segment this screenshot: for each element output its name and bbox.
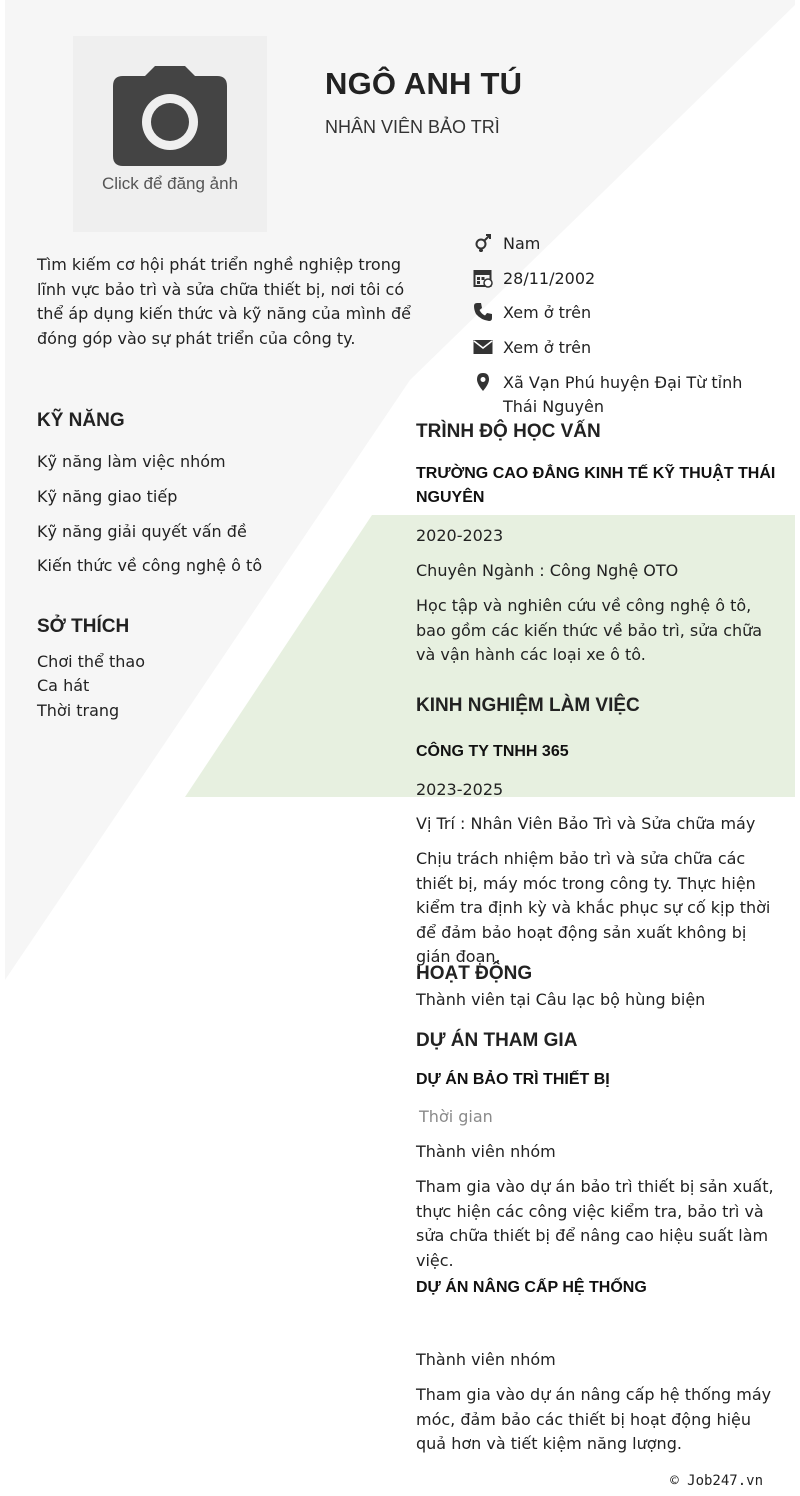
education-major: Chuyên Ngành : Công Nghệ OTO [416,561,679,580]
project-role: Thành viên nhóm [416,1350,556,1369]
phone-value: Xem ở trên [503,303,592,322]
calendar-icon [472,267,494,289]
project-role: Thành viên nhóm [416,1142,556,1161]
activities-title: HOẠT ĐỘNG [416,963,533,984]
project-name: DỰ ÁN BẢO TRÌ THIẾT BỊ [416,1071,610,1088]
experience-position: Vị Trí : Nhân Viên Bảo Trì và Sửa chữa máy [416,814,756,833]
gender-value: Nam [503,234,541,253]
education-title: TRÌNH ĐỘ HỌC VẤN [416,421,601,442]
location-icon [472,371,494,393]
camera-icon [111,64,229,168]
candidate-name: NGÔ ANH TÚ [325,66,523,101]
education-period: 2020-2023 [416,526,504,545]
project-description: Tham gia vào dự án bảo trì thiết bị sản xuất, thực hiện các công việc kiểm tra, bảo trì và sửa chữa thiết bị để nâng cao hiệu suất làm việc. [416,1177,774,1270]
hobby-item: Thời trang [37,701,120,720]
skills-title: KỸ NĂNG [37,410,125,431]
hobby-item: Ca hát [37,676,90,695]
skill-item: Kiến thức về công nghệ ô tô [37,556,263,575]
project-time: Thời gian [419,1107,493,1126]
skill-item: Kỹ năng giao tiếp [37,487,178,506]
address-value: Xã Vạn Phú huyện Đại Từ tỉnh Thái Nguyên [503,373,743,416]
phone-icon [472,301,494,323]
education-school: TRƯỜNG CAO ĐẲNG KINH TẾ KỸ THUẬT THÁI NGUYÊN [416,465,776,506]
skill-item: Kỹ năng làm việc nhóm [37,452,226,471]
info-birthday [472,267,763,291]
gender-icon [472,232,494,254]
email-value: Xem ở trên [503,338,592,357]
skill-item: Kỹ năng giải quyết vấn đề [37,522,247,541]
hobbies-title: SỞ THÍCH [37,616,130,637]
education-description: Học tập và nghiên cứu về công nghệ ô tô, bao gồm các kiến thức về bảo trì, sửa chữa và vận hành các loại xe ô tô. [416,596,763,664]
experience-period: 2023-2025 [416,780,504,799]
info-email [472,336,763,360]
mail-icon [472,336,494,358]
info-address [472,371,763,419]
project-name: DỰ ÁN NÂNG CẤP HỆ THỐNG [416,1279,647,1296]
birthday-value: 28/11/2002 [503,269,596,288]
career-objective: Tìm kiếm cơ hội phát triển nghề nghiệp trong lĩnh vực bảo trì và sửa chữa thiết bị, nơi tôi có thể áp dụng kiến thức và kỹ năng của mình để đóng góp vào sự phát triển của công ty. [37,255,412,348]
photo-label: Click để đăng ảnh [101,174,239,193]
experience-title: KINH NGHIỆM LÀM VIỆC [416,695,640,716]
info-gender [472,232,763,256]
photo-upload[interactable] [73,36,267,232]
hobby-item: Chơi thể thao [37,652,145,671]
projects-title: DỰ ÁN THAM GIA [416,1030,578,1051]
job-title: NHÂN VIÊN BẢO TRÌ [325,117,500,137]
activity-item: Thành viên tại Câu lạc bộ hùng biện [416,990,706,1009]
experience-description: Chịu trách nhiệm bảo trì và sửa chữa các thiết bị, máy móc trong công ty. Thực hiện kiểm tra định kỳ và khắc phục sự cố kịp thời để đảm bảo hoạt động sản xuất không bị gián đoạn. [416,849,771,966]
footer-copyright: © Job247.vn [670,1473,763,1489]
project-description: Tham gia vào dự án nâng cấp hệ thống máy móc, đảm bảo các thiết bị hoạt động hiệu quả hơn và tiết kiệm năng lượng. [416,1385,772,1453]
experience-company: CÔNG TY TNHH 365 [416,743,569,760]
info-phone [472,301,763,325]
